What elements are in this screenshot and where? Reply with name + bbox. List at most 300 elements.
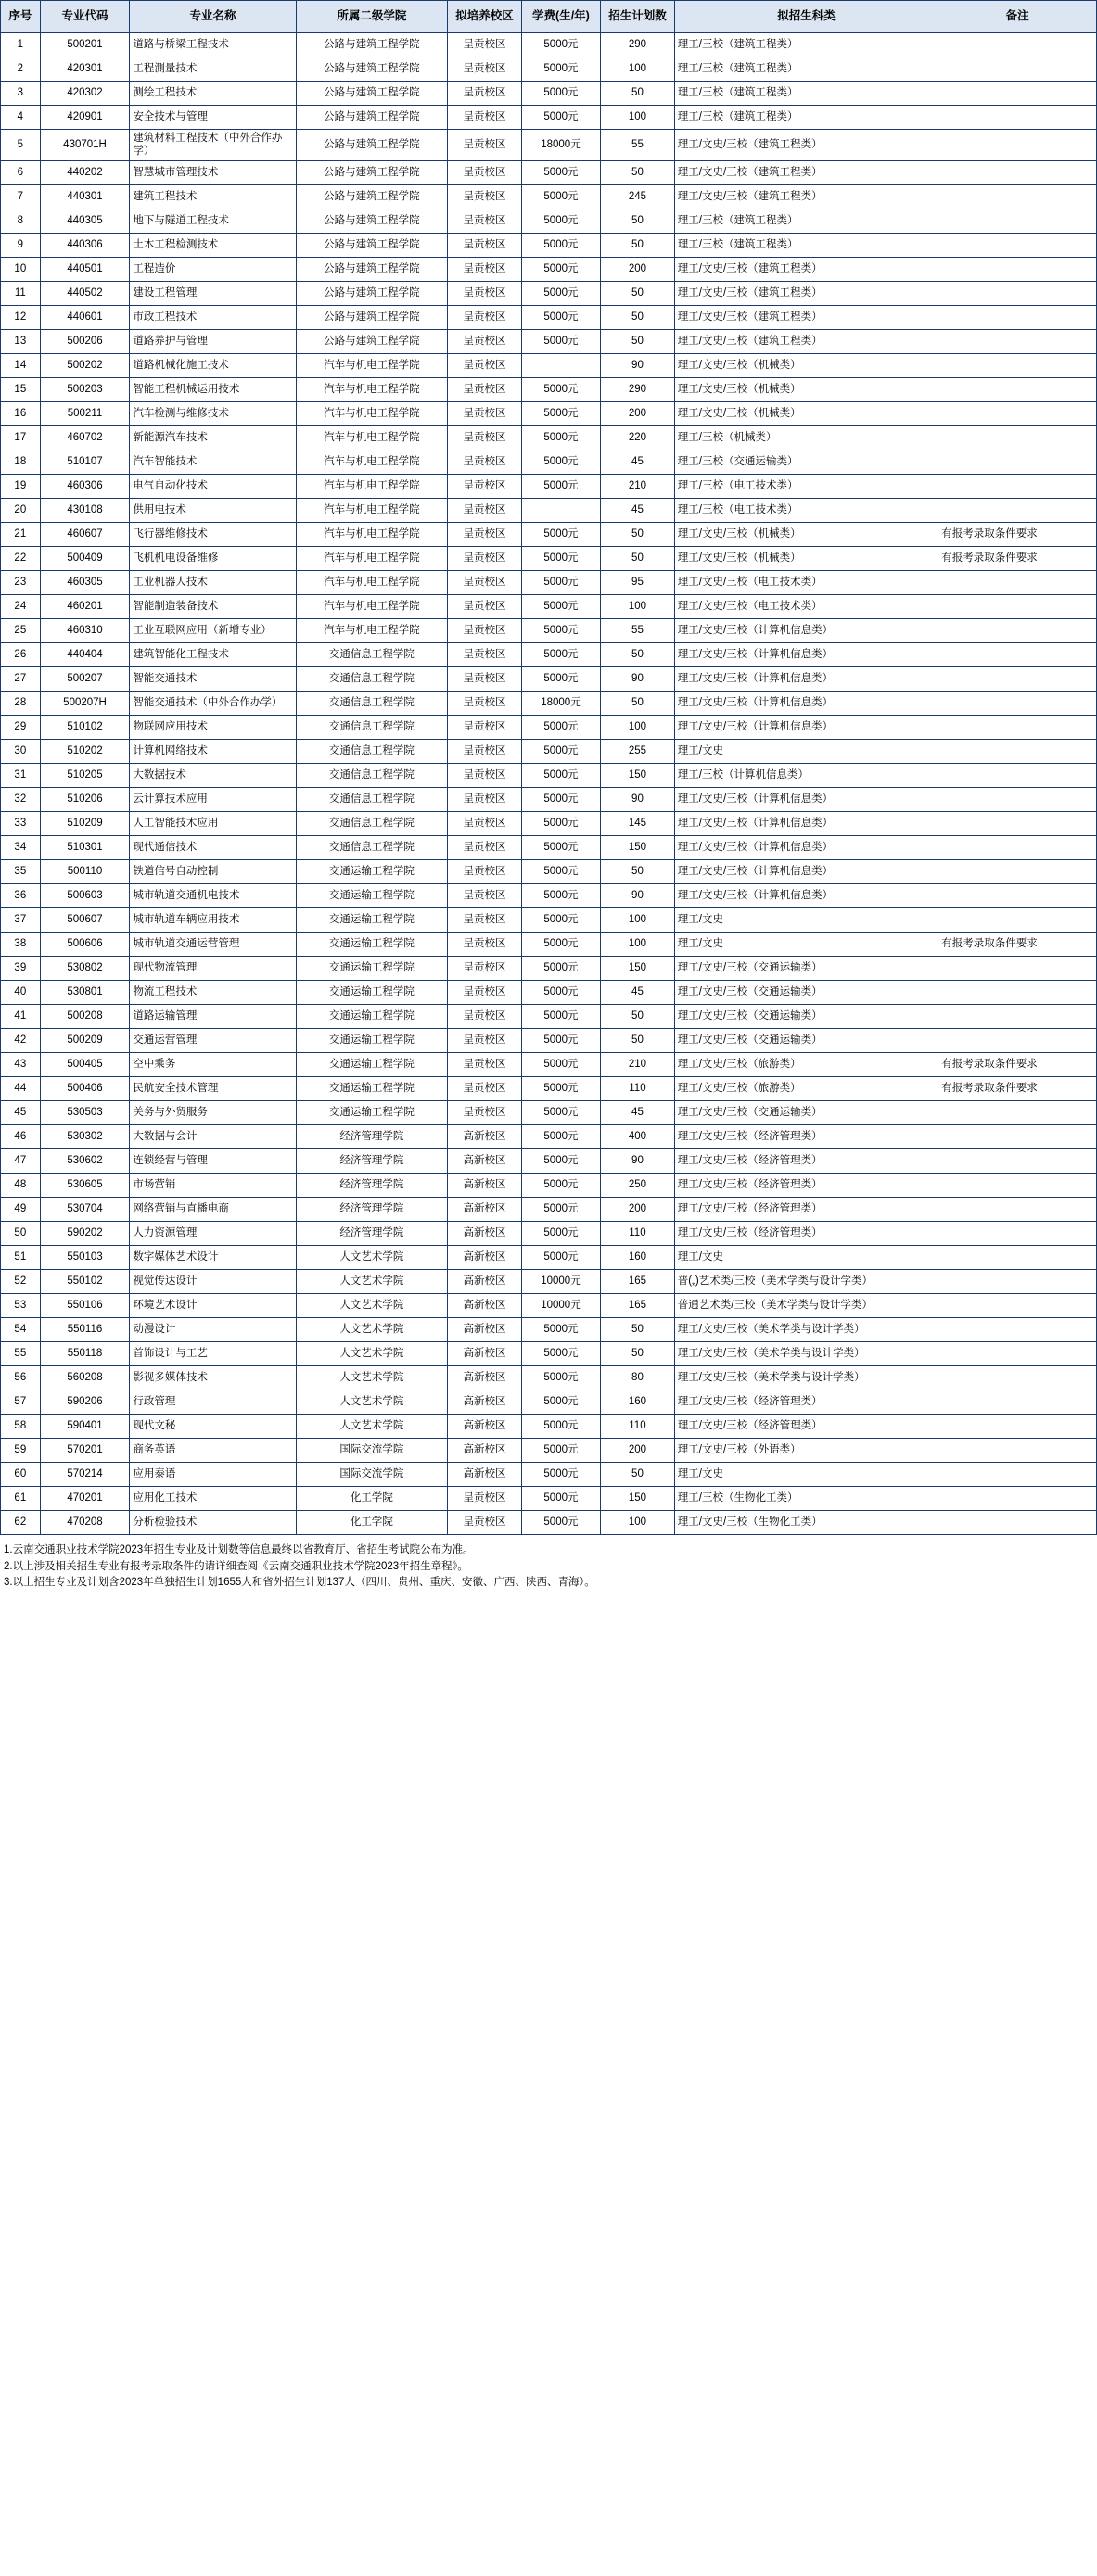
cell-college: 公路与建筑工程学院	[296, 106, 448, 130]
cell-code: 550102	[40, 1269, 130, 1293]
cell-name: 智能交通技术	[130, 666, 296, 691]
cell-college: 交通信息工程学院	[296, 739, 448, 763]
cell-college: 汽车与机电工程学院	[296, 498, 448, 522]
cell-fee: 5000元	[521, 160, 600, 184]
cell-remark	[938, 1028, 1097, 1052]
cell-no: 25	[1, 618, 41, 642]
notes-line-2: 2.以上涉及相关招生专业有报考录取条件的请详细查阅《云南交通职业技术学院2023年招生章程》。	[4, 1560, 468, 1572]
cell-no: 50	[1, 1221, 41, 1245]
cell-name: 数字媒体艺术设计	[130, 1245, 296, 1269]
cell-remark	[938, 691, 1097, 715]
cell-campus: 呈贡校区	[448, 474, 522, 498]
cell-campus: 高新校区	[448, 1341, 522, 1365]
cell-college: 交通运输工程学院	[296, 859, 448, 883]
table-row	[1, 835, 1097, 859]
cell-subject: 理工/文史/三校（建筑工程类）	[674, 329, 938, 353]
cell-subject: 理工/文史/三校（经济管理类）	[674, 1173, 938, 1197]
cell-campus: 呈贡校区	[448, 1510, 522, 1534]
cell-subject: 理工/文史/三校（经济管理类）	[674, 1390, 938, 1414]
table-row	[1, 57, 1097, 82]
cell-plan: 50	[601, 1317, 675, 1341]
cell-fee: 5000元	[521, 1245, 600, 1269]
cell-plan: 250	[601, 1173, 675, 1197]
cell-plan: 90	[601, 353, 675, 377]
cell-plan: 90	[601, 787, 675, 811]
cell-campus: 呈贡校区	[448, 715, 522, 739]
cell-name: 首饰设计与工艺	[130, 1341, 296, 1365]
cell-subject: 理工/文史/三校（机械类）	[674, 353, 938, 377]
cell-name: 影视多媒体技术	[130, 1365, 296, 1390]
cell-campus: 呈贡校区	[448, 691, 522, 715]
cell-no: 62	[1, 1510, 41, 1534]
table-row	[1, 883, 1097, 907]
cell-fee: 5000元	[521, 739, 600, 763]
cell-no: 55	[1, 1341, 41, 1365]
cell-code: 510206	[40, 787, 130, 811]
cell-subject: 普通艺术类/三校（美术学类与设计学类）	[674, 1293, 938, 1317]
cell-college: 汽车与机电工程学院	[296, 522, 448, 546]
table-row	[1, 1028, 1097, 1052]
cell-name: 道路运输管理	[130, 1004, 296, 1028]
cell-subject: 理工/文史/三校（经济管理类）	[674, 1414, 938, 1438]
cell-campus: 呈贡校区	[448, 883, 522, 907]
cell-no: 43	[1, 1052, 41, 1076]
cell-plan: 50	[601, 642, 675, 666]
cell-name: 智能制造装备技术	[130, 594, 296, 618]
cell-college: 公路与建筑工程学院	[296, 82, 448, 106]
cell-campus: 呈贡校区	[448, 233, 522, 257]
cell-no: 59	[1, 1438, 41, 1462]
cell-plan: 290	[601, 377, 675, 401]
header-code: 专业代码	[40, 1, 130, 33]
cell-code: 440305	[40, 209, 130, 233]
table-row	[1, 618, 1097, 642]
cell-code: 440301	[40, 184, 130, 209]
cell-code: 500606	[40, 932, 130, 956]
cell-remark	[938, 184, 1097, 209]
cell-campus: 呈贡校区	[448, 980, 522, 1004]
cell-code: 440502	[40, 281, 130, 305]
cell-name: 土木工程检测技术	[130, 233, 296, 257]
cell-no: 19	[1, 474, 41, 498]
cell-code: 500607	[40, 907, 130, 932]
cell-subject: 理工/文史/三校（建筑工程类）	[674, 130, 938, 161]
cell-no: 8	[1, 209, 41, 233]
cell-subject: 理工/文史/三校（建筑工程类）	[674, 305, 938, 329]
cell-remark	[938, 353, 1097, 377]
cell-code: 510209	[40, 811, 130, 835]
cell-code: 460306	[40, 474, 130, 498]
cell-remark	[938, 715, 1097, 739]
cell-remark	[938, 1221, 1097, 1245]
cell-college: 交通信息工程学院	[296, 642, 448, 666]
table-row	[1, 233, 1097, 257]
cell-name: 网络营销与直播电商	[130, 1197, 296, 1221]
notes-line-1: 1.云南交通职业技术学院2023年招生专业及计划数等信息最终以省教育厅、省招生考试院公布为准。	[4, 1543, 474, 1555]
cell-remark	[938, 956, 1097, 980]
cell-college: 人文艺术学院	[296, 1293, 448, 1317]
cell-no: 22	[1, 546, 41, 570]
cell-campus: 呈贡校区	[448, 763, 522, 787]
cell-name: 地下与隧道工程技术	[130, 209, 296, 233]
header-no: 序号	[1, 1, 41, 33]
cell-no: 46	[1, 1124, 41, 1148]
cell-fee: 5000元	[521, 618, 600, 642]
cell-subject: 理工/文史/三校（计算机信息类）	[674, 715, 938, 739]
cell-name: 工业机器人技术	[130, 570, 296, 594]
cell-remark	[938, 329, 1097, 353]
cell-subject: 理工/文史/三校（旅游类）	[674, 1052, 938, 1076]
cell-no: 58	[1, 1414, 41, 1438]
cell-campus: 呈贡校区	[448, 642, 522, 666]
cell-remark: 有报考录取条件要求	[938, 1076, 1097, 1100]
cell-fee: 5000元	[521, 1028, 600, 1052]
cell-campus: 呈贡校区	[448, 353, 522, 377]
cell-campus: 呈贡校区	[448, 57, 522, 82]
cell-subject: 理工/文史	[674, 1245, 938, 1269]
cell-campus: 呈贡校区	[448, 787, 522, 811]
cell-no: 41	[1, 1004, 41, 1028]
cell-plan: 50	[601, 546, 675, 570]
cell-no: 45	[1, 1100, 41, 1124]
cell-college: 经济管理学院	[296, 1124, 448, 1148]
cell-code: 440501	[40, 257, 130, 281]
table-row	[1, 980, 1097, 1004]
table-row	[1, 353, 1097, 377]
cell-name: 城市轨道交通运营管理	[130, 932, 296, 956]
table-row	[1, 329, 1097, 353]
cell-campus: 呈贡校区	[448, 82, 522, 106]
cell-college: 人文艺术学院	[296, 1414, 448, 1438]
cell-plan: 50	[601, 160, 675, 184]
cell-college: 公路与建筑工程学院	[296, 184, 448, 209]
table-row	[1, 739, 1097, 763]
cell-name: 市场营销	[130, 1173, 296, 1197]
cell-fee: 5000元	[521, 1197, 600, 1221]
cell-no: 33	[1, 811, 41, 835]
cell-remark	[938, 82, 1097, 106]
cell-college: 经济管理学院	[296, 1173, 448, 1197]
cell-college: 经济管理学院	[296, 1148, 448, 1173]
cell-no: 14	[1, 353, 41, 377]
cell-fee	[521, 353, 600, 377]
cell-remark	[938, 57, 1097, 82]
cell-remark	[938, 33, 1097, 57]
cell-name: 测绘工程技术	[130, 82, 296, 106]
cell-name: 智慧城市管理技术	[130, 160, 296, 184]
cell-name: 应用泰语	[130, 1462, 296, 1486]
cell-college: 人文艺术学院	[296, 1365, 448, 1390]
cell-fee: 5000元	[521, 1004, 600, 1028]
cell-fee: 5000元	[521, 209, 600, 233]
cell-subject: 理工/三校（交通运输类）	[674, 450, 938, 474]
cell-subject: 理工/文史/三校（机械类）	[674, 401, 938, 425]
cell-subject: 理工/三校（建筑工程类）	[674, 33, 938, 57]
cell-college: 公路与建筑工程学院	[296, 33, 448, 57]
cell-college: 公路与建筑工程学院	[296, 329, 448, 353]
cell-name: 工程测量技术	[130, 57, 296, 82]
table-row	[1, 522, 1097, 546]
table-row	[1, 160, 1097, 184]
table-body	[1, 33, 1097, 1535]
cell-remark	[938, 305, 1097, 329]
cell-code: 470208	[40, 1510, 130, 1534]
table-row	[1, 1341, 1097, 1365]
table-row	[1, 787, 1097, 811]
cell-college: 公路与建筑工程学院	[296, 209, 448, 233]
cell-plan: 100	[601, 594, 675, 618]
cell-subject: 理工/文史/三校（交通运输类）	[674, 1028, 938, 1052]
cell-no: 44	[1, 1076, 41, 1100]
cell-remark	[938, 1100, 1097, 1124]
cell-fee: 5000元	[521, 281, 600, 305]
cell-subject: 理工/三校（建筑工程类）	[674, 209, 938, 233]
cell-remark	[938, 859, 1097, 883]
table-row	[1, 1124, 1097, 1148]
cell-fee: 5000元	[521, 546, 600, 570]
cell-college: 汽车与机电工程学院	[296, 353, 448, 377]
header-remark: 备注	[938, 1, 1097, 33]
cell-no: 49	[1, 1197, 41, 1221]
cell-remark	[938, 811, 1097, 835]
cell-name: 智能工程机械运用技术	[130, 377, 296, 401]
cell-no: 13	[1, 329, 41, 353]
table-row	[1, 642, 1097, 666]
cell-college: 人文艺术学院	[296, 1269, 448, 1293]
cell-no: 15	[1, 377, 41, 401]
cell-fee: 5000元	[521, 1486, 600, 1510]
cell-name: 市政工程技术	[130, 305, 296, 329]
cell-name: 飞行器维修技术	[130, 522, 296, 546]
cell-code: 510202	[40, 739, 130, 763]
cell-campus: 呈贡校区	[448, 907, 522, 932]
cell-campus: 高新校区	[448, 1438, 522, 1462]
table-row	[1, 1486, 1097, 1510]
cell-name: 行政管理	[130, 1390, 296, 1414]
cell-name: 大数据技术	[130, 763, 296, 787]
cell-no: 3	[1, 82, 41, 106]
cell-code: 530704	[40, 1197, 130, 1221]
cell-subject: 理工/三校（建筑工程类）	[674, 106, 938, 130]
cell-fee: 18000元	[521, 691, 600, 715]
table-row	[1, 1100, 1097, 1124]
cell-fee: 5000元	[521, 401, 600, 425]
cell-plan: 150	[601, 1486, 675, 1510]
cell-code: 500211	[40, 401, 130, 425]
table-row	[1, 691, 1097, 715]
cell-no: 21	[1, 522, 41, 546]
cell-plan: 110	[601, 1076, 675, 1100]
cell-subject: 理工/文史/三校（交通运输类）	[674, 1004, 938, 1028]
cell-fee: 5000元	[521, 594, 600, 618]
cell-plan: 210	[601, 474, 675, 498]
cell-subject: 理工/文史	[674, 907, 938, 932]
cell-remark	[938, 1269, 1097, 1293]
table-header	[1, 1, 1097, 33]
table-row	[1, 377, 1097, 401]
cell-campus: 呈贡校区	[448, 618, 522, 642]
table-row	[1, 907, 1097, 932]
cell-fee: 5000元	[521, 1462, 600, 1486]
cell-fee: 5000元	[521, 859, 600, 883]
cell-code: 560208	[40, 1365, 130, 1390]
table-row	[1, 1293, 1097, 1317]
cell-no: 17	[1, 425, 41, 450]
cell-subject: 理工/文史/三校（机械类）	[674, 522, 938, 546]
cell-code: 430108	[40, 498, 130, 522]
cell-remark	[938, 425, 1097, 450]
cell-campus: 呈贡校区	[448, 811, 522, 835]
cell-code: 550118	[40, 1341, 130, 1365]
cell-plan: 290	[601, 33, 675, 57]
cell-fee: 5000元	[521, 956, 600, 980]
cell-no: 36	[1, 883, 41, 907]
cell-no: 31	[1, 763, 41, 787]
cell-fee: 5000元	[521, 883, 600, 907]
cell-remark	[938, 907, 1097, 932]
cell-subject: 理工/三校（计算机信息类）	[674, 763, 938, 787]
cell-campus: 呈贡校区	[448, 281, 522, 305]
notes-line-3: 3.以上招生专业及计划含2023年单独招生计划1655人和省外招生计划137人（四川、贵州、重庆、安徽、广西、陕西、青海）。	[4, 1577, 595, 1589]
cell-no: 48	[1, 1173, 41, 1197]
table-row	[1, 763, 1097, 787]
cell-name: 关务与外贸服务	[130, 1100, 296, 1124]
cell-fee: 5000元	[521, 932, 600, 956]
cell-plan: 50	[601, 305, 675, 329]
table-row	[1, 1510, 1097, 1534]
cell-campus: 呈贡校区	[448, 184, 522, 209]
cell-campus: 呈贡校区	[448, 1076, 522, 1100]
cell-remark	[938, 1365, 1097, 1390]
cell-plan: 100	[601, 907, 675, 932]
cell-subject: 理工/文史/三校（经济管理类）	[674, 1221, 938, 1245]
cell-no: 32	[1, 787, 41, 811]
cell-code: 500207H	[40, 691, 130, 715]
cell-plan: 110	[601, 1414, 675, 1438]
cell-college: 汽车与机电工程学院	[296, 474, 448, 498]
cell-code: 550106	[40, 1293, 130, 1317]
cell-fee: 5000元	[521, 450, 600, 474]
cell-remark	[938, 1124, 1097, 1148]
table-row	[1, 281, 1097, 305]
cell-name: 民航安全技术管理	[130, 1076, 296, 1100]
cell-college: 交通信息工程学院	[296, 811, 448, 835]
cell-subject: 理工/文史/三校（美术学类与设计学类）	[674, 1365, 938, 1390]
cell-remark	[938, 883, 1097, 907]
cell-code: 510102	[40, 715, 130, 739]
cell-subject: 理工/文史/三校（生物化工类）	[674, 1510, 938, 1534]
cell-campus: 呈贡校区	[448, 956, 522, 980]
cell-code: 430701H	[40, 130, 130, 161]
cell-no: 7	[1, 184, 41, 209]
cell-college: 交通信息工程学院	[296, 835, 448, 859]
cell-subject: 理工/文史/三校（机械类）	[674, 546, 938, 570]
cell-remark	[938, 1197, 1097, 1221]
cell-subject: 理工/文史/三校（计算机信息类）	[674, 618, 938, 642]
cell-no: 40	[1, 980, 41, 1004]
cell-subject: 理工/文史/三校（美术学类与设计学类）	[674, 1341, 938, 1365]
table-row	[1, 666, 1097, 691]
cell-remark	[938, 1510, 1097, 1534]
cell-fee: 5000元	[521, 33, 600, 57]
cell-plan: 220	[601, 425, 675, 450]
cell-remark	[938, 642, 1097, 666]
header-row	[1, 1, 1097, 33]
cell-fee: 5000元	[521, 1173, 600, 1197]
table-row	[1, 1269, 1097, 1293]
cell-fee: 5000元	[521, 1100, 600, 1124]
cell-subject: 理工/文史/三校（美术学类与设计学类）	[674, 1317, 938, 1341]
cell-plan: 50	[601, 1341, 675, 1365]
cell-college: 汽车与机电工程学院	[296, 425, 448, 450]
cell-plan: 50	[601, 233, 675, 257]
table-row	[1, 570, 1097, 594]
cell-subject: 理工/三校（建筑工程类）	[674, 82, 938, 106]
cell-code: 440202	[40, 160, 130, 184]
table-row	[1, 1317, 1097, 1341]
table-row	[1, 1076, 1097, 1100]
cell-code: 420901	[40, 106, 130, 130]
cell-code: 500603	[40, 883, 130, 907]
cell-name: 工程造价	[130, 257, 296, 281]
cell-no: 23	[1, 570, 41, 594]
cell-college: 交通运输工程学院	[296, 980, 448, 1004]
cell-remark	[938, 666, 1097, 691]
cell-no: 12	[1, 305, 41, 329]
cell-plan: 245	[601, 184, 675, 209]
cell-name: 道路养护与管理	[130, 329, 296, 353]
cell-plan: 50	[601, 1004, 675, 1028]
cell-campus: 高新校区	[448, 1124, 522, 1148]
cell-college: 公路与建筑工程学院	[296, 305, 448, 329]
cell-remark: 有报考录取条件要求	[938, 522, 1097, 546]
cell-remark	[938, 594, 1097, 618]
cell-no: 35	[1, 859, 41, 883]
cell-no: 60	[1, 1462, 41, 1486]
cell-code: 530302	[40, 1124, 130, 1148]
cell-fee	[521, 498, 600, 522]
cell-college: 公路与建筑工程学院	[296, 160, 448, 184]
cell-no: 30	[1, 739, 41, 763]
cell-fee: 5000元	[521, 787, 600, 811]
notes-section	[0, 1541, 1097, 1599]
cell-remark	[938, 377, 1097, 401]
cell-remark	[938, 1390, 1097, 1414]
cell-college: 汽车与机电工程学院	[296, 546, 448, 570]
cell-plan: 50	[601, 1028, 675, 1052]
cell-code: 460607	[40, 522, 130, 546]
table-row	[1, 1052, 1097, 1076]
cell-no: 52	[1, 1269, 41, 1293]
cell-remark	[938, 281, 1097, 305]
cell-remark	[938, 498, 1097, 522]
cell-subject: 理工/三校（电工技术类）	[674, 498, 938, 522]
cell-campus: 呈贡校区	[448, 546, 522, 570]
cell-campus: 呈贡校区	[448, 1486, 522, 1510]
cell-plan: 200	[601, 401, 675, 425]
cell-fee: 5000元	[521, 715, 600, 739]
cell-college: 交通运输工程学院	[296, 956, 448, 980]
cell-college: 汽车与机电工程学院	[296, 450, 448, 474]
table-row	[1, 1197, 1097, 1221]
cell-fee: 5000元	[521, 642, 600, 666]
cell-fee: 5000元	[521, 763, 600, 787]
cell-fee: 5000元	[521, 1052, 600, 1076]
cell-campus: 高新校区	[448, 1173, 522, 1197]
cell-name: 汽车检测与维修技术	[130, 401, 296, 425]
cell-fee: 18000元	[521, 130, 600, 161]
table-row	[1, 1221, 1097, 1245]
